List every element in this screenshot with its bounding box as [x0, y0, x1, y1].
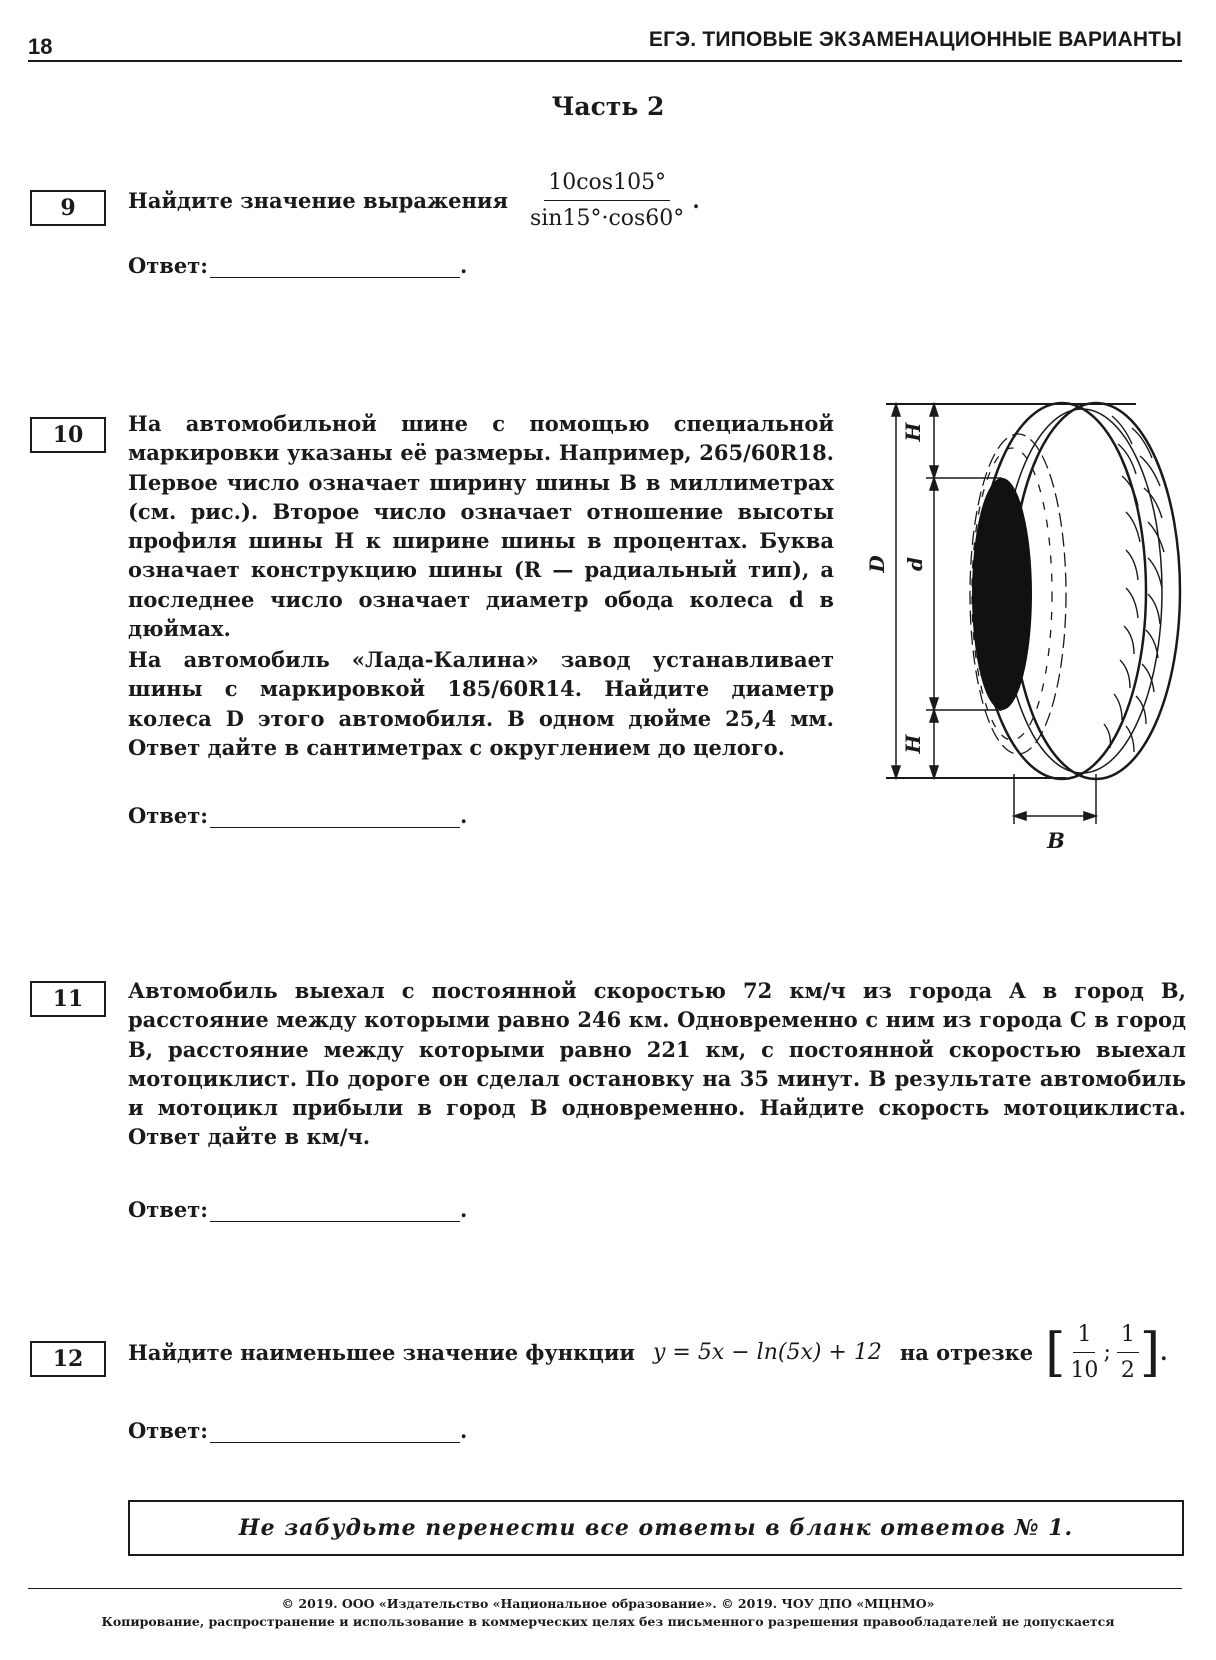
task-9-text: Найдите значение выражения	[128, 188, 508, 214]
answer-dot: .	[460, 253, 468, 278]
task-11-text: Автомобиль выехал с постоянной скоростью 72 км/ч из города A в город B, расстояние между которыми равно 246 км. Одновременно с ним из города C в город B, расстояние между которыми равно 221 км, с постоянной скоростью выехал мотоциклист. По дороге он сделал остановку на 35 минут. В результате автомобиль и мотоцикл прибыли в город B одновременно. Найдите скорость мотоциклиста. Ответ дайте в км/ч.	[128, 978, 1186, 1150]
answer-label: Ответ:	[128, 1418, 209, 1443]
task-9-fraction	[526, 168, 688, 234]
footer-copyright: © 2019. ООО «Издательство «Национальное образование». © 2019. ЧОУ ДПО «МЦНМО»	[281, 1596, 935, 1611]
task-10-number: 10	[52, 422, 84, 448]
task-9-statement	[128, 168, 700, 234]
task-11-answer	[128, 1197, 467, 1222]
label-H-top: H	[901, 422, 925, 442]
tire-figure	[865, 394, 1198, 858]
fraction-1-denominator: 10	[1070, 1358, 1099, 1384]
reminder-text: Не забудьте перенести все ответы в бланк ответов № 1.	[238, 1515, 1074, 1541]
reminder-box	[128, 1500, 1184, 1556]
header-divider	[28, 60, 1182, 62]
fraction-2-numerator: 1	[1117, 1320, 1139, 1353]
task-9-end: .	[692, 188, 700, 214]
task-12-number-box	[30, 1341, 106, 1377]
task-12-answer	[128, 1418, 467, 1443]
task-12-text: Найдите наименьшее значение функции	[128, 1340, 635, 1366]
task-9-answer-field[interactable]	[210, 255, 460, 278]
task-10-answer-field[interactable]	[210, 805, 460, 828]
task-9-answer	[128, 253, 467, 278]
fraction-separator: ;	[1103, 1340, 1111, 1366]
task-10-number-box	[30, 417, 106, 453]
task-11-number: 11	[52, 986, 84, 1012]
fraction-2-denominator: 2	[1120, 1358, 1135, 1384]
task-11-answer-field[interactable]	[210, 1199, 460, 1222]
part-title: Часть 2	[551, 92, 665, 121]
task-10-text-2: На автомобиль «Лада-Калина» завод устанавливает шины с маркировкой 185/60R14. Найдите диаметр колеса D этого автомобиля. В одном дюйме 25,4 мм. Ответ дайте в сантиметрах с округлением до целого.	[128, 647, 834, 760]
answer-label: Ответ:	[128, 803, 209, 828]
label-d: d	[903, 557, 927, 571]
answer-dot: .	[460, 1197, 468, 1222]
task-12-statement	[128, 1320, 1167, 1386]
footer-notice: Копирование, распространение и использование в коммерческих целях без письменного разрешения правообладателей не допускается	[101, 1614, 1115, 1629]
label-D: D	[865, 555, 889, 573]
task-12-answer-field[interactable]	[210, 1420, 460, 1443]
answer-dot: .	[460, 803, 468, 828]
task-10-text: На автомобильной шине с помощью специальной маркировки указаны её размеры. Например, 265/60R18. Первое число означает ширину шины B в миллиметрах (см. рис.). Второе число означает отношение высоты профиля шины H к ширине шины в процентах. Буква означает конструкцию шины (R — радиальный тип), а последнее число означает диаметр обода колеса d в дюймах.	[128, 411, 834, 642]
page-number: 18	[28, 34, 53, 59]
answer-label: Ответ:	[128, 1197, 209, 1222]
right-bracket: ]	[1139, 1322, 1161, 1383]
tire-rim-hole	[972, 478, 1032, 710]
header-title: ЕГЭ. ТИПОВЫЕ ЭКЗАМЕНАЦИОННЫЕ ВАРИАНТЫ	[648, 28, 1182, 51]
answer-label: Ответ:	[128, 253, 209, 278]
task-9-number: 9	[60, 195, 76, 221]
left-bracket: [	[1045, 1322, 1066, 1383]
label-H-bottom: H	[901, 734, 925, 754]
task-12-end: .	[1160, 1340, 1168, 1366]
task-12-number: 12	[52, 1346, 84, 1372]
task-9-numerator: 10cos105°	[544, 168, 670, 201]
task-12-text-after: на отрезке	[899, 1340, 1034, 1366]
fraction-1-numerator: 1	[1073, 1320, 1095, 1353]
task-12-formula: y = 5x − ln(5x) + 12	[652, 1340, 882, 1366]
task-9-denominator: sin15°·cos60°	[529, 206, 685, 232]
task-10-answer	[128, 803, 467, 828]
answer-dot: .	[460, 1418, 468, 1443]
task-12-fraction-1	[1066, 1320, 1102, 1386]
task-9-number-box	[30, 190, 106, 226]
task-12-fraction-2	[1117, 1320, 1139, 1386]
footer-divider	[28, 1588, 1182, 1589]
task-11-number-box	[30, 981, 106, 1017]
label-B: B	[1047, 828, 1065, 853]
